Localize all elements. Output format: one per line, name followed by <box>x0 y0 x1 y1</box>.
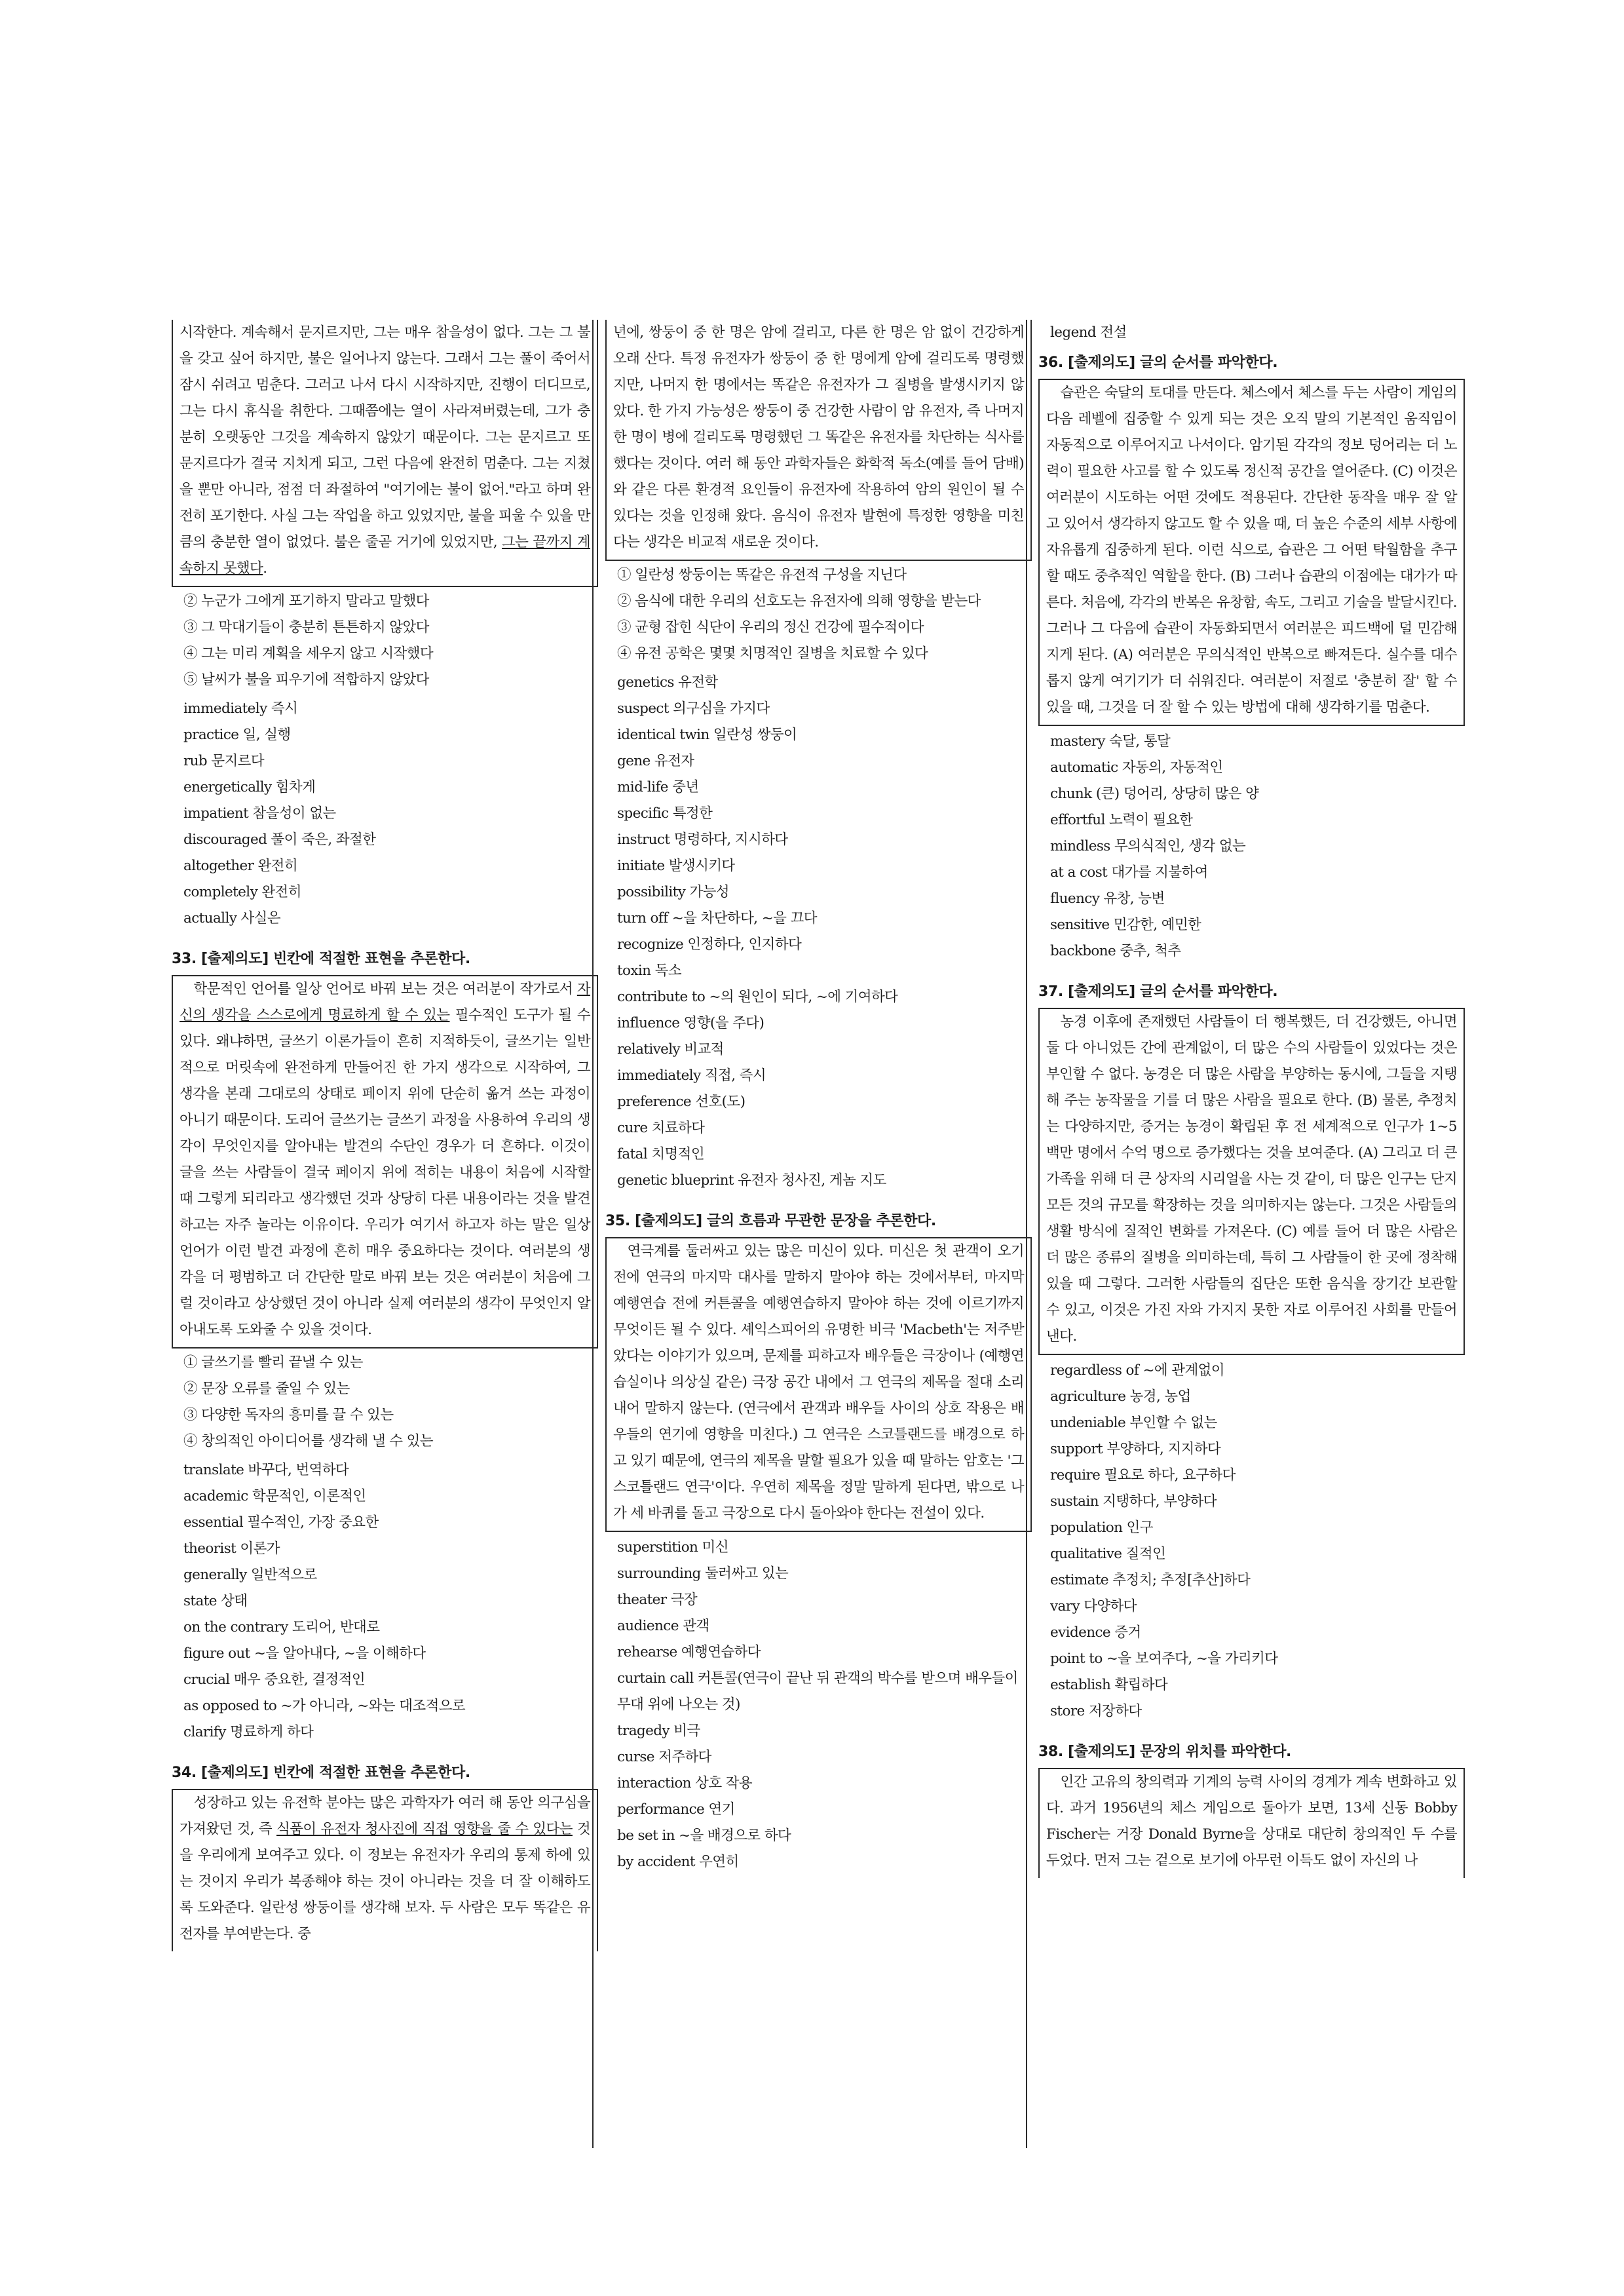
q33-option: ④ 창의적인 아이디어를 생각해 낼 수 있는 <box>183 1433 434 1449</box>
vocab-item: generally 일반적으로 <box>183 1567 317 1583</box>
vocab-item: sensitive 민감한, 예민한 <box>1050 917 1201 933</box>
vocab-item: curtain call 커튼콜(연극이 끝난 뒤 관객의 박수를 받으며 배우들이 무대 위에 나오는 것) <box>617 1670 1018 1713</box>
vocab-item: turn off ~을 차단하다, ~을 끄다 <box>617 910 817 927</box>
vocab-item: interaction 상호 작용 <box>617 1775 753 1791</box>
q34-option: ④ 유전 공학은 몇몇 치명적인 질병을 치료할 수 있다 <box>617 645 928 662</box>
vocab-item: legend 전설 <box>1050 324 1127 341</box>
q34-option: ① 일란성 쌍둥이는 똑같은 유전적 구성을 지닌다 <box>617 567 907 583</box>
q34-passage-continued: 년에, 쌍둥이 중 한 명은 암에 걸리고, 다른 한 명은 암 없이 건강하게 오래 산다. 특정 유전자가 쌍둥이 중 한 명에게 암에 걸리도록 명령했지만, 나머지 한 명에서는 똑같은 유전자가 그 질병을 발생시키지 않았다. 한 가지 가능성은 쌍둥이 중 건강한 사람이 암 유전자, 즉 나머지 한 명이 병에 걸리도록 명령했던 그 똑같은 유전자를 차단하는 식사를 했다는 것이다. 여러 해 동안 과학자들은 화학적 독소(예를 들어 담배)와 같은 다른 환경적 요인들이 유전자에 작용하여 암의 원인이 될 수 있다는 것을 인정해 왔다. 음식이 유전자 발현에 특정한 영향을 미친다는 생각은 비교적 새로운 것이다. <box>613 324 1024 550</box>
q32-option: ③ 그 막대기들이 충분히 튼튼하지 않았다 <box>183 619 429 636</box>
q38-passage: 인간 고유의 창의력과 기계의 능력 사이의 경계가 계속 변화하고 있다. 과거 1956년의 체스 게임으로 돌아가 보면, 13세 신동 Bobby Fischer는 거장 Donald Byrne을 상대로 대단히 창의적인 두 수를 두었다. 먼저 그는 겉으로 보기에 아무런 이득도 없이 자신의 나 <box>1046 1774 1457 1869</box>
vocab-item: point to ~을 보여주다, ~을 가리키다 <box>1050 1651 1278 1667</box>
q35-passage-box <box>605 1237 1032 1532</box>
vocab-item: backbone 중추, 척추 <box>1050 943 1181 959</box>
vocab-item: discouraged 풀이 죽은, 좌절한 <box>183 832 376 848</box>
q33-option: ② 문장 오류를 줄일 수 있는 <box>183 1381 350 1397</box>
vocab-item: superstition 미신 <box>617 1539 728 1556</box>
vocab-item: relatively 비교적 <box>617 1041 724 1058</box>
vocab-item: mindless 무의식적인, 생각 없는 <box>1050 838 1246 854</box>
vocab-item: on the contrary 도리어, 반대로 <box>183 1619 380 1636</box>
q33-option: ① 글쓰기를 빨리 끝낼 수 있는 <box>183 1354 363 1371</box>
q33-passage <box>179 976 590 1343</box>
q32-option: ⑤ 날씨가 불을 피우기에 적합하지 않았다 <box>183 672 429 688</box>
vocab-item: evidence 증거 <box>1050 1624 1141 1641</box>
q34-options <box>605 562 1032 667</box>
vocab-item: initiate 발생시키다 <box>617 858 735 874</box>
vocab-item: tragedy 비극 <box>617 1723 700 1739</box>
vocab-item: preference 선호(도) <box>617 1094 746 1110</box>
column-left <box>172 320 598 1953</box>
q34-title: 34. [출제의도] 빈칸에 적절한 표현을 추론한다. <box>172 1765 470 1781</box>
q32-passage-text: 시작한다. 계속해서 문지르지만, 그는 매우 참을성이 없다. 그는 그 불을 갖고 싶어 하지만, 불은 일어나지 않는다. 그래서 그는 풀이 죽어서 잠시 쉬려고 멈춘다. 그러고 나서 다시 시작하지만, 진행이 더디므로, 그는 다시 휴식을 취한다. 그때쯤에는 열이 사라져버렸는데, 그가 충분히 오랫동안 그것을 계속하지 않았기 때문이다. 그는 문지르고 또 문지르다가 결국 지치게 되고, 그런 다음에 완전히 멈춘다. 그는 지쳤을 뿐만 아니라, 점점 더 좌절하여 "여기에는 불이 없어."라고 하며 완전히 포기한다. 사실 그는 작업을 하고 있었지만, 불을 피울 수 있을 만큼의 충분한 열이 없었다. 불은 줄곧 거기에 있었지만, <box>179 324 590 550</box>
vocab-item: contribute to ~의 원인이 되다, ~에 기여하다 <box>617 989 898 1005</box>
q34-passage-continued-box <box>605 320 1032 561</box>
vocab-item: agriculture 농경, 농업 <box>1050 1388 1191 1405</box>
q33-title: 33. [출제의도] 빈칸에 적절한 표현을 추론한다. <box>172 951 470 967</box>
q36-passage: 습관은 숙달의 토대를 만든다. 체스에서 체스를 두는 사람이 게임의 다음 레벨에 집중할 수 있게 되는 것은 오직 말의 기본적인 움직임이 자동적으로 이루어지고 나서이다. 암기된 각각의 정보 덩어리는 더 노력이 필요한 사고를 할 수 있도록 정신적 공간을 열어준다. (C) 이것은 여러분이 시도하는 어떤 것에도 적용된다. 간단한 동작을 매우 잘 알고 있어서 생각하지 않고도 할 수 있을 때, 더 높은 수준의 세부 사항에 자유롭게 집중하게 된다. 이런 식으로, 습관은 그 어떤 탁월함을 추구할 때도 중추적인 역할을 한다. (B) 그러나 습관의 이점에는 대가가 따른다. 처음에, 각각의 반복은 유창함, 속도, 그리고 기술을 발달시킨다. 그러나 그 다음에 습관이 자동화되면서 여러분은 피드백에 덜 민감해지게 된다. (A) 여러분은 무의식적인 반복으로 빠져든다. 실수를 대수롭지 않게 여기기가 더 쉬워진다. 여러분이 저절로 '충분히 잘' 할 수 있을 때, 그것을 더 잘 할 수 있는 방법에 대해 생각하기를 멈춘다. <box>1046 385 1457 716</box>
q38-passage-box <box>1038 1768 1465 1878</box>
vocab-item: academic 학문적인, 이론적인 <box>183 1488 366 1504</box>
vocab-item: by accident 우연히 <box>617 1854 739 1870</box>
q35-title: 35. [출제의도] 글의 흐름과 무관한 문장을 추론한다. <box>605 1213 936 1229</box>
vocab-item: fatal 치명적인 <box>617 1146 705 1162</box>
q34-option: ② 음식에 대한 우리의 선호도는 유전자에 의해 영향을 받는다 <box>617 593 981 609</box>
q33-passage-text-rest: 필수적인 도구가 될 수 있다. 왜냐하면, 글쓰기 이론가들이 흔히 지적하듯이, 글쓰기는 일반적으로 머릿속에 완전하게 만들어진 한 가지 생각으로 시작하여, 그 생각을 본래 그대로의 상태로 페이지 위에 단순히 옮겨 쓰는 과정이 아니기 때문이다. 도리어 글쓰기는 글쓰기 과정을 사용하여 우리의 생각이 무엇인지를 알아내는 발견의 수단인 경우가 더 흔하다. 이것이 글을 쓰는 사람들이 결국 페이지 위에 적히는 내용이 처음에 시작할 때 그렇게 되리라고 생각했던 것과 상당히 다른 내용이라는 것을 발견하고는 자주 놀라는 이유이다. 우리가 여기서 하고자 하는 말은 일상 언어가 이런 발견 과정에 흔히 매우 중요하다는 것이다. 여러분의 생각을 더 평범하고 더 간단한 말로 바꿔 보는 것은 여러분이 처음에 그럴 것이라고 상상했던 것이 아니라 실제 여러분의 생각이 무엇인지 알아내도록 도와줄 수 있을 것이다. <box>179 1007 590 1338</box>
vocab-item: crucial 매우 중요한, 결정적인 <box>183 1672 366 1688</box>
vocab-item: be set in ~을 배경으로 하다 <box>617 1827 791 1844</box>
vocab-item: theorist 이론가 <box>183 1540 280 1557</box>
vocab-item: fluency 유창, 능변 <box>1050 890 1165 907</box>
q38-title: 38. [출제의도] 문장의 위치를 파악한다. <box>1038 1744 1292 1760</box>
vocab-item: practice 일, 실행 <box>183 727 291 743</box>
q35-vocab-list-continued <box>1050 320 1465 346</box>
q32-passage-box <box>172 320 598 587</box>
vocab-item: energetically 힘차게 <box>183 779 316 795</box>
vocab-item: theater 극장 <box>617 1592 698 1608</box>
column-right <box>1038 320 1465 1879</box>
q32-option: ② 누군가 그에게 포기하지 말라고 말했다 <box>183 593 429 609</box>
vocab-item: require 필요로 하다, 요구하다 <box>1050 1467 1236 1483</box>
vocab-item: mid-life 중년 <box>617 779 699 795</box>
q33-vocab-list <box>183 1457 598 1746</box>
vocab-item: recognize 인정하다, 인지하다 <box>617 936 802 953</box>
vocab-item: figure out ~을 알아내다, ~을 이해하다 <box>183 1645 426 1662</box>
q32-options <box>172 588 598 693</box>
vocab-item: cure 치료하다 <box>617 1120 705 1136</box>
vocab-item: as opposed to ~가 아니라, ~와는 대조적으로 <box>183 1698 466 1714</box>
q37-passage: 농경 이후에 존재했던 사람들이 더 행복했든, 더 건강했든, 아니면 둘 다 아니었든 간에 관계없이, 더 많은 수의 사람들이 있었다는 것은 부인할 수 없다. 농경은 더 많은 사람을 부양하는 동시에, 그들을 지탱해 주는 농작물을 기를 더 많은 사람을 필요로 한다. (B) 물론, 추정치는 다양하지만, 증거는 농경이 확립된 후 전 세계적으로 인구가 1~5백만 명에서 수억 명으로 증가했다는 것을 보여준다. (A) 그리고 더 큰 가족을 위해 더 큰 상자의 시리얼을 사는 것 같이, 더 많은 인구는 단지 모든 것의 규모를 확장하는 것을 의미하지는 않는다. 그것은 사람들의 생활 방식에 질적인 변화를 가져온다. (C) 예를 들어 더 많은 사람은 더 많은 종류의 질병을 의미하는데, 특히 그 사람들이 한 곳에 정착해 있을 때 그렇다. 그러한 사람들의 집단은 또한 음식을 장기간 보관할 수 있고, 이것은 가진 자와 가지지 못한 자로 이루어진 사회를 만들어 낸다. <box>1046 1014 1457 1345</box>
vocab-item: support 부양하다, 지지하다 <box>1050 1441 1221 1457</box>
q32-passage <box>179 320 590 582</box>
vocab-item: immediately 즉시 <box>183 700 298 717</box>
q34-passage-box <box>172 1789 598 1951</box>
q33-option: ③ 다양한 독자의 흥미를 끌 수 있는 <box>183 1407 394 1423</box>
q33-passage-text: 학문적인 언어를 일상 언어로 바꿔 보는 것은 여러분이 작가로서 <box>193 981 577 997</box>
vocab-item: influence 영향(을 주다) <box>617 1015 765 1031</box>
q33-blank-answer: 자신의 생각을 스스로에게 명료하게 할 수 있는 <box>179 981 590 1024</box>
q36-title: 36. [출제의도] 글의 순서를 파악한다. <box>1038 354 1278 371</box>
q36-vocab-list <box>1050 729 1465 965</box>
vocab-item: population 인구 <box>1050 1520 1153 1536</box>
vocab-item: automatic 자동의, 자동적인 <box>1050 759 1223 776</box>
vocab-item: establish 확립하다 <box>1050 1677 1168 1693</box>
q32-vocab-list <box>183 696 598 932</box>
q36-passage-box <box>1038 379 1465 726</box>
vocab-item: genetic blueprint 유전자 청사진, 게놈 지도 <box>617 1172 886 1189</box>
q32-option: ④ 그는 미리 계획을 세우지 않고 시작했다 <box>183 645 434 662</box>
q37-title: 37. [출제의도] 글의 순서를 파악한다. <box>1038 984 1278 1000</box>
vocab-item: mastery 숙달, 통달 <box>1050 733 1171 750</box>
vocab-item: curse 저주하다 <box>617 1749 711 1765</box>
q34-passage <box>179 1790 590 1947</box>
vocab-item: at a cost 대가를 지불하여 <box>1050 864 1208 881</box>
vocab-item: audience 관객 <box>617 1618 709 1634</box>
vocab-item: specific 특정한 <box>617 805 713 822</box>
vocab-item: vary 다양하다 <box>1050 1598 1137 1615</box>
q34-passage-text: 성장하고 있는 유전학 분야는 많은 과학자가 여러 해 동안 의구심을 가져왔던 것, 즉 <box>179 1795 590 1837</box>
vocab-item: toxin 독소 <box>617 963 682 979</box>
vocab-item: undeniable 부인할 수 없는 <box>1050 1415 1217 1431</box>
q33-options <box>172 1350 598 1455</box>
vocab-item: qualitative 질적인 <box>1050 1546 1166 1562</box>
vocab-item: gene 유전자 <box>617 753 694 769</box>
vocab-item: genetics 유전학 <box>617 674 718 691</box>
vocab-item: altogether 완전히 <box>183 858 297 874</box>
vocab-item: impatient 참을성이 없는 <box>183 805 336 822</box>
q32-blank-answer: 그는 끝까지 계속하지 못했다 <box>179 534 590 577</box>
vocab-item: clarify 명료하게 하다 <box>183 1724 314 1740</box>
vocab-item: immediately 직접, 즉시 <box>617 1067 766 1084</box>
vocab-item: rehearse 예행연습하다 <box>617 1644 761 1660</box>
vocab-item: state 상태 <box>183 1593 248 1609</box>
vocab-item: chunk (큰) 덩어리, 상당히 많은 양 <box>1050 786 1259 802</box>
q34-option: ③ 균형 잡힌 식단이 우리의 정신 건강에 필수적이다 <box>617 619 924 636</box>
vocab-item: surrounding 둘러싸고 있는 <box>617 1565 789 1582</box>
column-middle <box>605 320 1032 1875</box>
vocab-item: essential 필수적인, 가장 중요한 <box>183 1514 379 1531</box>
vocab-item: translate 바꾸다, 번역하다 <box>183 1462 349 1478</box>
vocab-item: possibility 가능성 <box>617 884 729 900</box>
vocab-item: instruct 명령하다, 지시하다 <box>617 832 788 848</box>
vocab-item: sustain 지탱하다, 부양하다 <box>1050 1493 1217 1510</box>
vocab-item: identical twin 일란성 쌍둥이 <box>617 727 797 743</box>
q32-passage-end: . <box>263 560 267 577</box>
q37-vocab-list <box>1050 1358 1465 1725</box>
q35-vocab-list <box>617 1535 1032 1875</box>
q34-vocab-list <box>617 670 1032 1194</box>
q34-passage-text-rest: 것을 우리에게 보여주고 있다. 이 정보는 유전자가 우리의 통제 하에 있는 것이지 우리가 복종해야 하는 것이 아니라는 것을 더 잘 이해하도록 도와준다. 일란성 쌍둥이를 생각해 보자. 두 사람은 모두 똑같은 유전자를 부여받는다. 중 <box>179 1821 591 1942</box>
vocab-item: effortful 노력이 필요한 <box>1050 812 1193 828</box>
vocab-item: rub 문지르다 <box>183 753 264 769</box>
vocab-item: suspect 의구심을 가지다 <box>617 700 770 717</box>
vocab-item: regardless of ~에 관계없이 <box>1050 1362 1224 1379</box>
vocab-item: estimate 추정치; 추정[추산]하다 <box>1050 1572 1251 1588</box>
q34-blank-answer: 식품이 유전자 청사진에 직접 영향을 줄 수 있다는 <box>276 1821 573 1837</box>
q33-passage-box <box>172 975 598 1349</box>
q37-passage-box <box>1038 1008 1465 1355</box>
vocab-item: completely 완전히 <box>183 884 301 900</box>
vocab-item: store 저장하다 <box>1050 1703 1142 1719</box>
vocab-item: performance 연기 <box>617 1801 735 1818</box>
q35-passage: 연극계를 둘러싸고 있는 많은 미신이 있다. 미신은 첫 관객이 오기 전에 연극의 마지막 대사를 말하지 말아야 하는 것에서부터, 마지막 예행연습 전에 커튼콜을 예행연습하지 말아야 하는 것에 이르기까지 무엇이든 될 수 있다. 셰익스피어의 유명한 비극 'Macbeth'는 저주받았다는 이야기가 있으며, 문제를 피하고자 배우들은 극장이나 (예행연습실이나 의상실 같은) 극장 공간 내에서 그 연극의 제목을 절대 소리 내어 말하지 않는다. (연극에서 관객과 배우들 사이의 상호 작용은 배우들의 연기에 영향을 미친다.) 그 연극은 스코틀랜드를 배경으로 하고 있기 때문에, 연극의 제목을 말할 필요가 있을 때 말하는 암호는 '그 스코틀랜드 연극'이다. 우연히 제목을 정말 말하게 된다면, 밖으로 나가 세 바퀴를 돌고 극장으로 다시 돌아와야 한다는 전설이 있다. <box>613 1243 1024 1521</box>
vocab-item: actually 사실은 <box>183 910 281 927</box>
